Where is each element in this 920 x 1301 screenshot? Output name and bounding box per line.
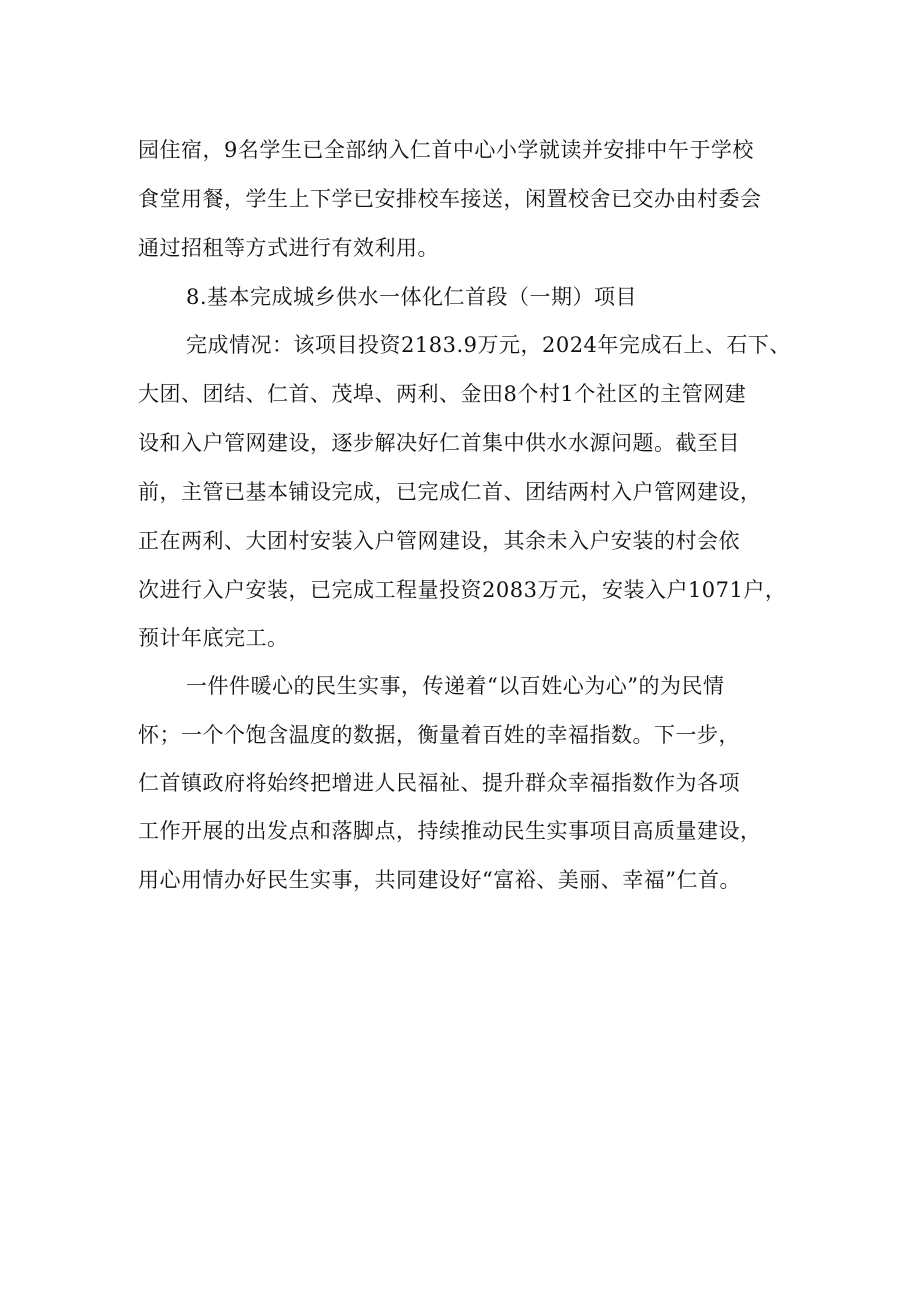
paragraph-line: 工作开展的出发点和落脚点，持续推动民生实事项目高质量建设， <box>138 819 762 843</box>
section-heading: 8.基本完成城乡供水一体化仁首段（一期）项目 <box>186 285 638 309</box>
paragraph-line: 设和入户管网建设，逐步解决好仁首集中供水水源问题。截至目 <box>138 431 740 455</box>
paragraph-line: 通过招租等方式进行有效利用。 <box>138 236 439 260</box>
paragraph-line: 预计年底完工。 <box>138 626 289 650</box>
paragraph-line: 园住宿，9名学生已全部纳入仁首中心小学就读并安排中午于学校 <box>138 138 754 162</box>
paragraph-line: 正在两利、大团村安装入户管网建设，其余未入户安装的村会依 <box>138 529 740 553</box>
paragraph-line: 仁首镇政府将始终把增进人民福祉、提升群众幸福指数作为各项 <box>138 771 740 795</box>
paragraph-line: 前，主管已基本铺设完成，已完成仁首、团结两村入户管网建设， <box>138 480 762 504</box>
paragraph-line: 用心用情办好民生实事，共同建设好“富裕、美丽、幸福”仁首。 <box>138 868 741 892</box>
paragraph-line: 食堂用餐，学生上下学已安排校车接送，闲置校舍已交办由村委会 <box>138 187 762 211</box>
paragraph-line: 次进行入户安装，已完成工程量投资2083万元，安装入户1071户， <box>138 578 787 602</box>
paragraph-line: 完成情况：该项目投资2183.9万元，2024年完成石上、石下、 <box>186 333 791 357</box>
paragraph-line: 一件件暖心的民生实事，传递着“以百姓心为心”的为民情 <box>186 674 725 698</box>
paragraph-line: 怀；一个个饱含温度的数据，衡量着百姓的幸福指数。下一步， <box>138 723 740 747</box>
paragraph-line: 大团、团结、仁首、茂埠、两利、金田8个村1个社区的主管网建 <box>138 382 747 406</box>
